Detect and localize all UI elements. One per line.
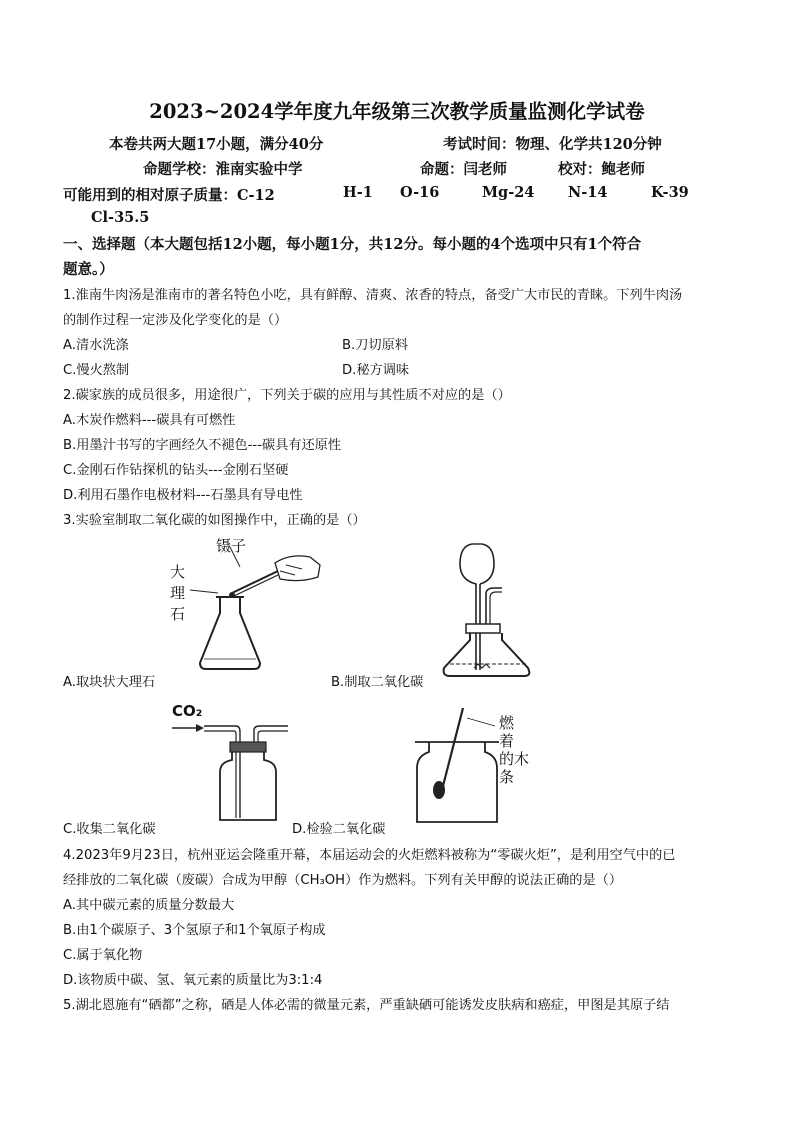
question-2-option-a: A.木炭作燃料---碳具有可燃性 xyxy=(63,413,236,428)
question-3-option-d: D.检验二氧化碳 xyxy=(292,822,386,837)
question-3-stem: 3.实验室制取二氧化碳的如图操作中，正确的是（） xyxy=(63,513,366,528)
atomic-mass-n: N-14 xyxy=(568,184,608,201)
question-1-option-d: D.秘方调味 xyxy=(342,363,410,378)
atomic-mass-h: H-1 xyxy=(343,184,373,201)
question-4-stem: 4.2023年9月23日，杭州亚运会隆重开幕，本届运动会的火炬燃料被称为“零碳火炬”，是利用空气中的已 xyxy=(63,848,676,863)
question-2-stem: 2.碳家族的成员很多，用途很广，下列关于碳的应用与其性质不对应的是（） xyxy=(63,388,511,403)
figure-d-drawing xyxy=(405,708,555,826)
question-4-option-a: A.其中碳元素的质量分数最大 xyxy=(63,898,235,913)
question-3-option-a: A.取块状大理石 xyxy=(63,675,156,690)
exam-author: 命题：闫老师 xyxy=(420,161,507,178)
question-2-option-d: D.利用石墨作电极材料---石墨具有导电性 xyxy=(63,488,303,503)
figure-d-test-bottle xyxy=(405,708,555,826)
label-burning-2: 着 xyxy=(499,732,515,750)
label-marble-1: 大 xyxy=(170,563,186,581)
question-1-stem: 1.淮南牛肉汤是淮南市的著名特色小吃，具有鲜醇、清爽、浓香的特点，备受广大市民的青睐。下列牛肉汤 xyxy=(63,288,683,303)
exam-checker: 校对：鲍老师 xyxy=(558,161,645,178)
question-2-option-b: B.用墨汁书写的字画经久不褪色---碳具有还原性 xyxy=(63,438,342,453)
figure-a-drawing xyxy=(160,535,330,675)
question-4-stem-cont: 经排放的二氧化碳（废碳）合成为甲醇（CH₃OH）作为燃料。下列有关甲醇的说法正确的是（） xyxy=(63,873,623,888)
label-marble-3: 石 xyxy=(170,605,186,623)
label-burning-3: 的木 xyxy=(499,750,530,768)
figure-a-marble-flask xyxy=(160,535,330,675)
section-heading: 一、选择题（本大题包括12小题，每小题1分，共12分。每小题的4个选项中只有1个符合 xyxy=(63,236,642,253)
atomic-mass-o: O-16 xyxy=(400,184,440,201)
question-4-option-b: B.由1个碳原子、3个氢原子和1个氧原子构成 xyxy=(63,923,326,938)
label-co2: CO₂ xyxy=(172,702,203,720)
exam-time: 考试时间：物理、化学共120分钟 xyxy=(443,136,662,153)
question-1-option-c: C.慢火熬制 xyxy=(63,363,130,378)
atomic-mass-k: K-39 xyxy=(651,184,689,201)
figure-b-drawing xyxy=(430,540,550,680)
exam-school: 命题学校：淮南实验中学 xyxy=(143,161,303,178)
question-5-stem: 5.湖北恩施有“硒都”之称，硒是人体必需的微量元素，严重缺硒可能诱发皮肤病和癌症，甲图是其原子结 xyxy=(63,998,670,1013)
page-title: 2023~2024学年度九年级第三次教学质量监测化学试卷 xyxy=(149,100,645,123)
exam-scope: 本卷共两大题17小题，满分40分 xyxy=(109,136,324,153)
figure-b-generator xyxy=(430,540,550,680)
question-4-option-c: C.属于氧化物 xyxy=(63,948,143,963)
section-heading-cont: 题意。） xyxy=(63,261,114,278)
label-marble-2: 理 xyxy=(170,584,186,602)
question-1-option-b: B.刀切原料 xyxy=(342,338,408,353)
question-4-option-d: D.该物质中碳、氢、氧元素的质量比为3:1:4 xyxy=(63,973,323,988)
atomic-masses-label: 可能用到的相对原子质量：C-12 xyxy=(63,187,275,204)
question-3-option-b: B.制取二氧化碳 xyxy=(331,675,424,690)
question-3-option-c: C.收集二氧化碳 xyxy=(63,822,156,837)
label-burning-4: 条 xyxy=(499,768,515,786)
label-burning-1: 燃 xyxy=(499,714,515,732)
question-1-option-a: A.清水洗涤 xyxy=(63,338,129,353)
question-2-option-c: C.金刚石作钻探机的钻头---金刚石坚硬 xyxy=(63,463,289,478)
atomic-mass-mg: Mg-24 xyxy=(482,184,535,201)
question-1-stem-cont: 的制作过程一定涉及化学变化的是（） xyxy=(63,313,288,328)
figure-c-collection-bottle xyxy=(160,700,320,825)
atomic-mass-cl: Cl-35.5 xyxy=(91,209,150,226)
label-tweezers: 镊子 xyxy=(216,537,247,555)
